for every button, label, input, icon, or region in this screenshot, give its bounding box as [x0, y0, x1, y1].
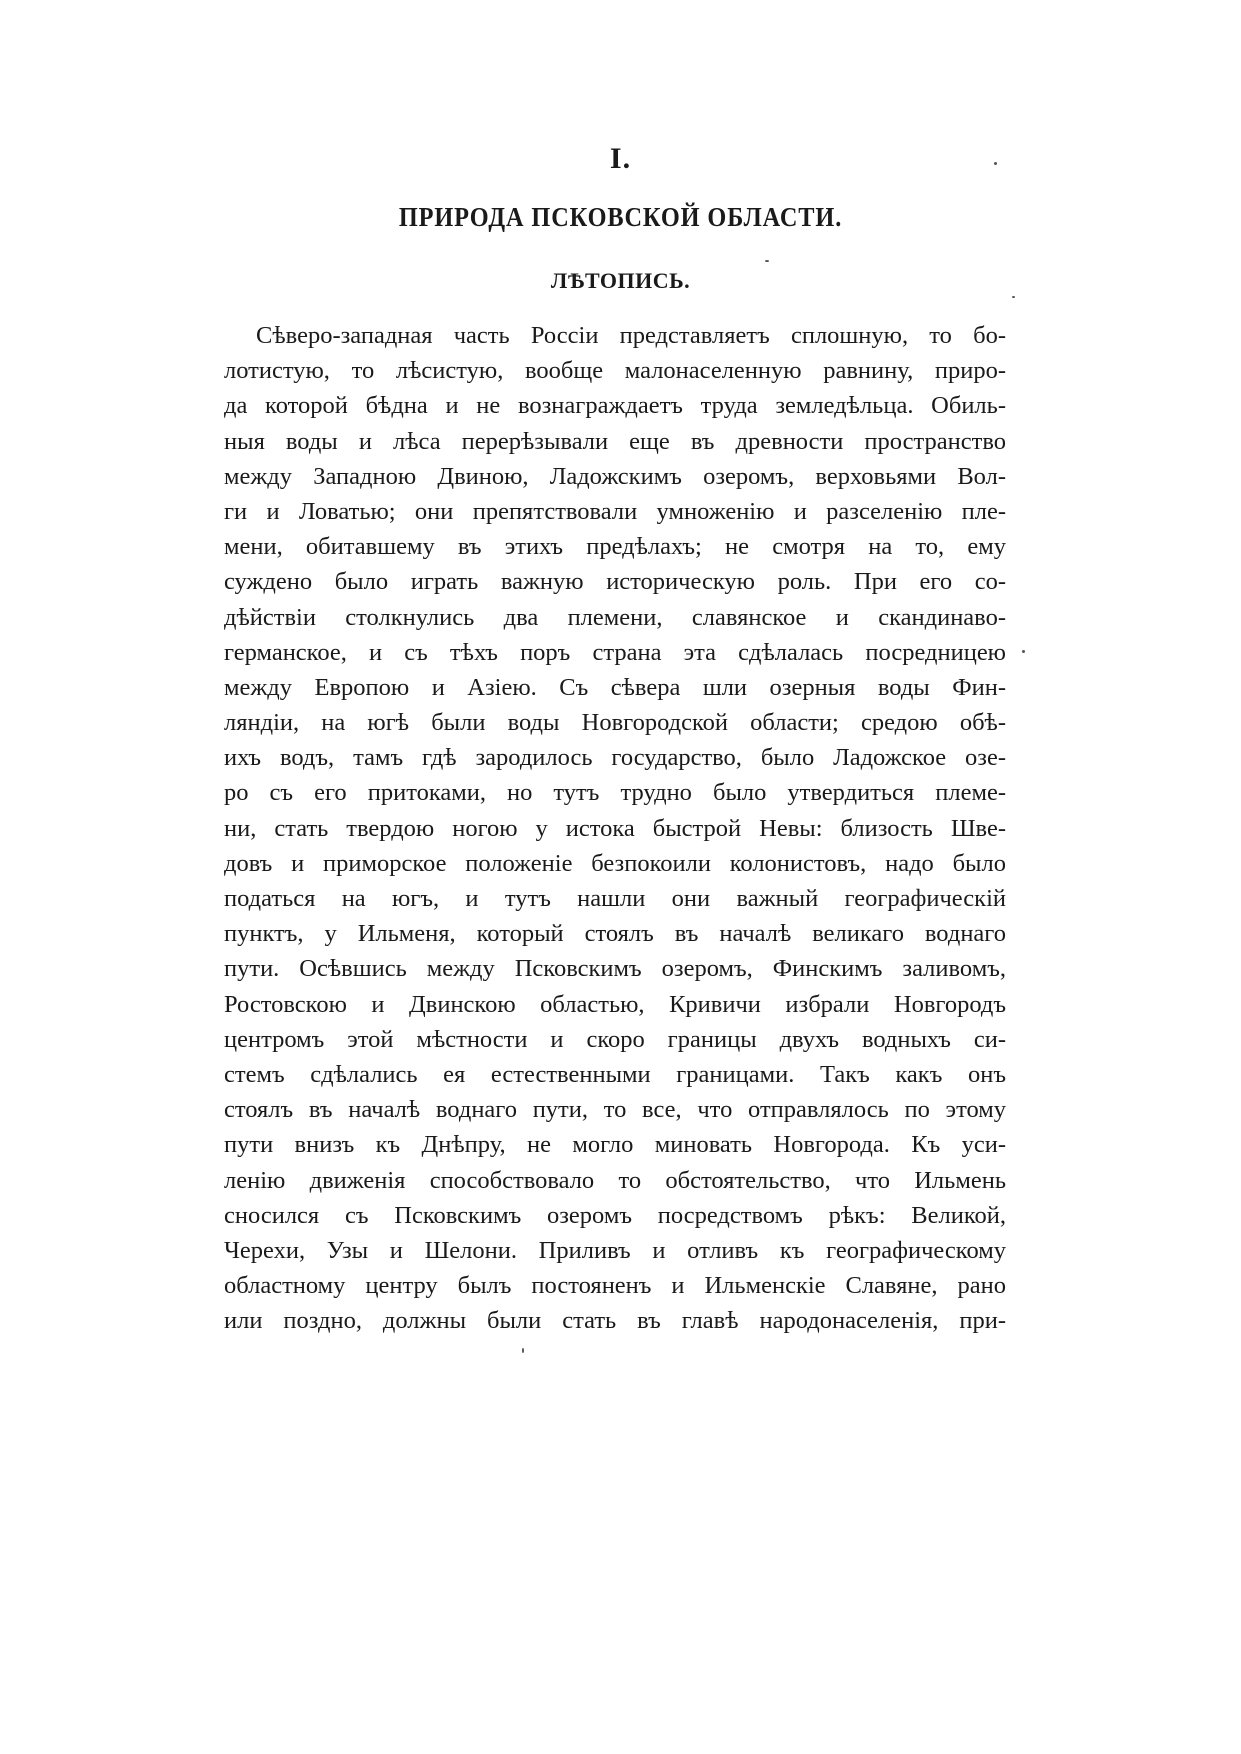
text-line: дѣйствіи столкнулись два племени, славянское и скандинаво-	[224, 603, 1006, 631]
scan-speck	[1012, 296, 1015, 298]
text-line: ныя воды и лѣса перерѣзывали еще въ древности пространство	[224, 427, 1006, 455]
scan-speck	[1022, 650, 1025, 653]
text-line: ро съ его притоками, но тутъ трудно было утвердиться племе-	[224, 779, 1006, 807]
text-line: или поздно, должны были стать въ главѣ народонаселенія, при-	[224, 1307, 1006, 1335]
section-title: ЛѢТОПИСЬ.	[550, 268, 691, 293]
scan-speck	[994, 162, 997, 165]
text-line: суждено было играть важную историческую роль. При его со-	[224, 568, 1006, 596]
text-line: стоялъ въ началѣ воднаго пути, то все, что отправлялось по этому	[224, 1096, 1006, 1124]
scan-speck	[765, 260, 769, 262]
body-paragraph	[224, 318, 1006, 1338]
text-line: сносился съ Псковскимъ озеромъ посредствомъ рѣкъ: Великой,	[224, 1201, 1006, 1229]
text-line: пути. Осѣвшись между Псковскимъ озеромъ, Финскимъ заливомъ,	[224, 955, 1006, 983]
text-line: ляндіи, на югѣ были воды Новгородской области; средою обѣ-	[224, 709, 1006, 737]
text-line: пути внизъ къ Днѣпру, не могло миновать Новгорода. Къ уси-	[224, 1131, 1006, 1159]
text-line: ги и Ловатью; они препятствовали умноженію и разселенію пле-	[224, 497, 1006, 525]
scan-speck	[522, 1348, 524, 1353]
text-line: центромъ этой мѣстности и скоро границы двухъ водныхъ си-	[224, 1025, 1006, 1053]
text-line: Сѣверо-западная часть Россіи представляетъ сплошную, то бо-	[256, 322, 1006, 349]
text-line: ленію движенія способствовало то обстоятельство, что Ильмень	[224, 1166, 1006, 1194]
text-line: пунктъ, у Ильменя, который стоялъ въ началѣ великаго воднаго	[224, 920, 1006, 948]
text-line: германское, и съ тѣхъ поръ страна эта сдѣлалась посредницею	[224, 638, 1006, 666]
chapter-number: I.	[609, 142, 632, 175]
text-line: Ростовскою и Двинскою областью, Кривичи избрали Новгородъ	[224, 990, 1006, 1018]
text-line: Черехи, Узы и Шелони. Приливъ и отливъ къ географическому	[224, 1236, 1006, 1264]
text-line: ихъ водъ, тамъ гдѣ зародилось государство, было Ладожское озе-	[224, 744, 1006, 772]
text-line: стемъ сдѣлались ея естественными границами. Такъ какъ онъ	[224, 1060, 1006, 1088]
text-line: между Европою и Азіею. Съ сѣвера шли озерныя воды Фин-	[224, 673, 1006, 701]
text-line: податься на югъ, и тутъ нашли они важный географическій	[224, 885, 1006, 912]
text-line: лотистую, то лѣсистую, вообще малонаселенную равнину, приро-	[224, 357, 1006, 385]
text-line: областному центру былъ постояненъ и Ильменскіе Славяне, рано	[224, 1272, 1006, 1300]
text-line: между Западною Двиною, Ладожскимъ озеромъ, верховьями Вол-	[224, 462, 1006, 490]
chapter-title: ПРИРОДА ПСКОВСКОЙ ОБЛАСТИ.	[398, 202, 843, 232]
text-line: мени, обитавшему въ этихъ предѣлахъ; не смотря на то, ему	[224, 533, 1006, 561]
text-line: да которой бѣдна и не вознаграждаетъ труда земледѣльца. Обиль-	[224, 392, 1006, 420]
text-line: довъ и приморское положеніе безпокоили колонистовъ, надо было	[224, 849, 1006, 877]
text-line: ни, стать твердою ногою у истока быстрой Невы: близость Шве-	[224, 814, 1006, 842]
